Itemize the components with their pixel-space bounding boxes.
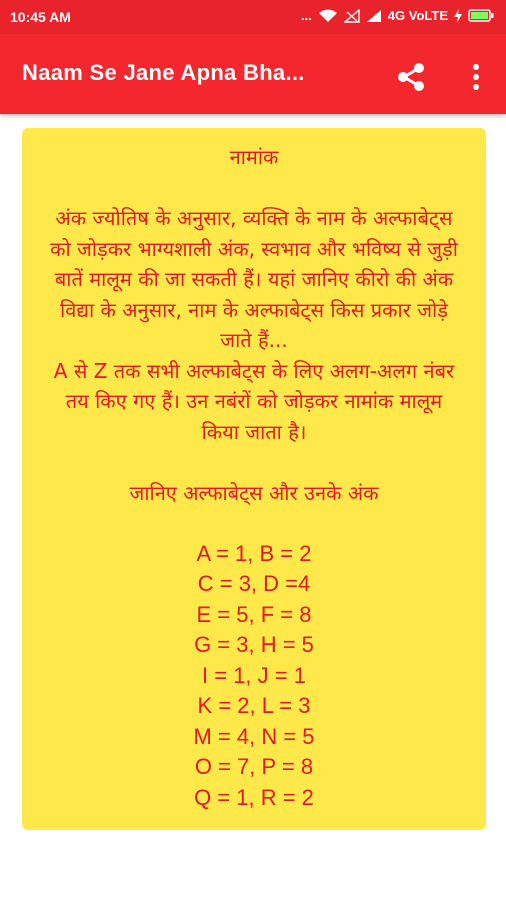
letter-value-line: M = 4, N = 5 [193, 723, 315, 749]
network-type: 4G VoLTE [387, 8, 448, 23]
letter-value-line: Q = 1, R = 2 [194, 784, 314, 810]
status-time: 10:45 AM [10, 9, 71, 25]
letter-value-line: C = 3, D =4 [197, 571, 311, 596]
letter-value-line: O = 7, P = 8 [194, 754, 314, 779]
letter-value-line: K = 2, L = 3 [197, 693, 311, 718]
status-dots: ... [300, 8, 312, 23]
signal-2-icon [366, 9, 382, 23]
letter-value-line: I = 1, J = 1 [202, 662, 306, 688]
charging-icon [454, 9, 462, 23]
more-vert-icon [462, 58, 490, 96]
spacer [44, 173, 464, 204]
status-bar [0, 0, 506, 34]
wifi-icon [318, 9, 338, 23]
share-icon [392, 58, 430, 96]
app-bar [0, 34, 506, 114]
app-title: Naam Se Jane Apna Bha... [22, 60, 305, 85]
letter-value-line: A = 1, B = 2 [196, 540, 312, 566]
numbering-paragraph: A से Z तक सभी अल्फाबेट्स के लिए अलग-अलग नंबर तय किए गए हैं। उन नबंरों को जोड़कर नामांक मालूम किया जाता है। [53, 358, 455, 444]
intro-paragraph: अंक ज्योतिष के अनुसार, व्यक्ति के नाम के अल्फाबेट्स को जोड़कर भाग्यशाली अंक, स्वभाव और भविष्य से जुड़ी बातें मालूम की जा सकती हैं। यहां जानिए कीरो की अंक विद्या के अनुसार, नाम के अल्फाबेट्स किस प्रकार जोड़े जाते हैं... [50, 206, 458, 352]
letter-value-line: E = 5, F = 8 [196, 601, 312, 627]
spacer [44, 508, 464, 539]
letters-subheading: जानिए अल्फाबेट्स और उनके अंक [129, 480, 379, 505]
status-indicators [301, 8, 494, 23]
signal-1-icon [344, 9, 360, 23]
battery-icon [468, 9, 494, 22]
bottom-blank-area [0, 830, 506, 900]
share-button[interactable] [392, 58, 430, 96]
content-card[interactable] [22, 128, 486, 830]
spacer [44, 447, 464, 478]
card-heading: नामांक [229, 145, 279, 169]
letter-value-line: G = 3, H = 5 [194, 632, 314, 657]
more-options-button[interactable] [462, 58, 490, 96]
card-content [22, 128, 486, 813]
letter-values-list [44, 539, 464, 814]
